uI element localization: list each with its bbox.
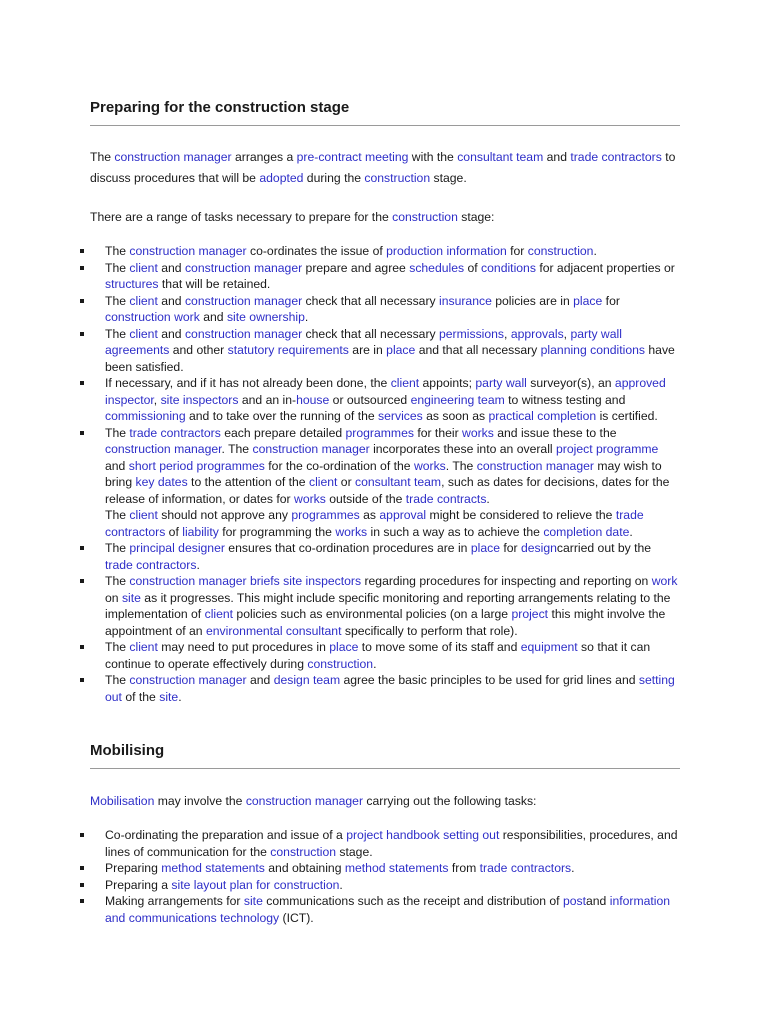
mobilisation-lead-paragraph xyxy=(90,791,680,812)
glossary-link[interactable]: site ownership xyxy=(226,310,305,324)
list-item xyxy=(80,326,680,376)
text-run: for programming the xyxy=(218,524,336,539)
glossary-link[interactable]: production information xyxy=(386,244,507,258)
text-run: Making arrangements for xyxy=(105,894,244,908)
glossary-link[interactable]: work xyxy=(651,574,678,588)
list-item xyxy=(80,375,680,425)
text-run: communications such as the receipt and distribution of xyxy=(262,894,563,908)
text-run: or outsourced xyxy=(329,392,411,407)
bullet-icon xyxy=(80,645,84,649)
text-run: and xyxy=(543,150,571,164)
glossary-link[interactable]: construction manager xyxy=(252,442,370,456)
bullet-icon xyxy=(80,332,84,336)
text-run: may involve the xyxy=(154,794,246,808)
text-run: so that it can continue to operate effectively during xyxy=(105,640,651,671)
text-run: . xyxy=(593,244,597,258)
list-item xyxy=(80,425,680,541)
text-run: to the attention of the xyxy=(187,475,309,489)
list-item xyxy=(80,827,680,860)
text-run: to witness testing and xyxy=(504,392,626,407)
glossary-link[interactable]: trade contracts xyxy=(405,491,487,506)
text-run: The xyxy=(105,293,130,308)
text-run: each prepare detailed xyxy=(220,425,346,440)
glossary-link[interactable]: works xyxy=(413,458,446,473)
glossary-link[interactable]: adopted xyxy=(259,170,304,185)
list-item xyxy=(80,893,680,926)
glossary-link[interactable]: client xyxy=(129,640,158,654)
text-run: or xyxy=(337,475,356,489)
section-divider xyxy=(90,125,680,126)
text-run: The xyxy=(105,244,130,258)
glossary-link[interactable]: design team xyxy=(273,673,341,687)
glossary-link[interactable]: construction xyxy=(270,844,337,859)
text-run: for adjacent properties or xyxy=(535,260,675,275)
glossary-link[interactable]: project handbook setting out xyxy=(346,828,500,842)
glossary-link[interactable]: construction manager briefs site inspectors xyxy=(129,574,362,588)
text-run: of xyxy=(165,524,183,539)
text-run: during the xyxy=(303,170,365,185)
bullet-icon xyxy=(80,579,84,583)
text-run: . The xyxy=(445,458,477,473)
glossary-link[interactable]: approval xyxy=(379,508,427,522)
text-run: . xyxy=(178,689,182,704)
glossary-link[interactable]: construction xyxy=(307,656,374,671)
glossary-link[interactable]: schedules xyxy=(409,260,465,275)
preparation-task-list xyxy=(80,243,680,705)
text-run: . xyxy=(196,557,200,572)
text-run: and xyxy=(105,458,129,473)
text-run: and to take over the running of the xyxy=(185,409,379,423)
bullet-icon xyxy=(80,546,84,550)
text-run: The xyxy=(105,574,130,588)
glossary-link[interactable]: client xyxy=(129,293,158,308)
glossary-link[interactable]: construction manager xyxy=(184,326,303,341)
text-run: policies are in xyxy=(491,293,574,308)
text-run: on xyxy=(105,590,122,605)
glossary-link[interactable]: house xyxy=(296,392,330,407)
glossary-link[interactable]: environmental consultant xyxy=(205,623,342,638)
glossary-link[interactable]: method statements xyxy=(344,861,449,875)
text-run: incorporates these into an overall xyxy=(369,442,556,456)
glossary-link[interactable]: client xyxy=(308,475,338,489)
glossary-link[interactable]: project xyxy=(511,607,549,621)
bullet-icon xyxy=(80,678,84,682)
glossary-link[interactable]: post xyxy=(562,894,586,908)
text-run: for xyxy=(500,541,521,555)
text-run: as xyxy=(359,508,380,522)
glossary-link[interactable]: commissioning xyxy=(105,409,186,423)
glossary-link[interactable]: place xyxy=(386,343,416,357)
glossary-link[interactable]: works xyxy=(335,524,368,539)
text-run: that will be retained. xyxy=(158,277,271,291)
glossary-link[interactable]: construction manager xyxy=(245,794,364,808)
text-run: to move some of its staff and xyxy=(358,640,521,654)
glossary-link[interactable]: trade contractors xyxy=(570,150,662,164)
list-item xyxy=(80,293,680,326)
list-item xyxy=(80,877,680,894)
section-divider xyxy=(90,768,680,769)
text-run: for the co-ordination of the xyxy=(264,458,414,473)
glossary-link[interactable]: equipment xyxy=(520,640,578,654)
glossary-link[interactable]: construction manager xyxy=(184,293,303,308)
list-item xyxy=(80,672,680,705)
bullet-icon xyxy=(80,866,84,870)
text-run: and that all necessary xyxy=(415,343,541,357)
glossary-link[interactable]: construction manager xyxy=(114,150,232,164)
text-run: stage. xyxy=(336,844,373,859)
text-run: , xyxy=(504,326,511,341)
glossary-link[interactable]: construction xyxy=(527,244,594,258)
text-run: as soon as xyxy=(422,409,489,423)
glossary-link[interactable]: Mobilisation xyxy=(90,794,155,808)
mobilisation-task-list xyxy=(80,827,680,926)
glossary-link[interactable]: site inspectors xyxy=(160,392,239,407)
text-run: stage: xyxy=(457,210,495,224)
glossary-link[interactable]: site xyxy=(243,894,263,908)
text-run: . The xyxy=(221,442,253,456)
text-run: as it progresses. This might include specific monitoring and reporting arrangements relating to the implementation of xyxy=(105,590,671,621)
glossary-link[interactable]: approvals xyxy=(510,326,564,341)
text-run: . xyxy=(304,310,309,324)
bullet-icon xyxy=(80,883,84,887)
glossary-link[interactable]: short period programmes xyxy=(128,458,265,473)
text-run: appoints; xyxy=(419,376,476,390)
tasks-lead-paragraph xyxy=(90,207,680,228)
glossary-link[interactable]: construction manager xyxy=(476,458,594,473)
bullet-icon xyxy=(80,266,84,270)
text-run: surveyor(s), an xyxy=(526,376,615,390)
text-run: carrying out the following tasks: xyxy=(363,794,537,808)
text-run: . xyxy=(373,656,377,671)
text-run: check that all necessary xyxy=(302,293,439,308)
glossary-link[interactable]: client xyxy=(129,508,158,522)
text-run: to discuss procedures that will be xyxy=(90,150,676,185)
list-item xyxy=(80,243,680,260)
bullet-icon xyxy=(80,381,84,385)
glossary-link[interactable]: construction manager xyxy=(105,442,222,456)
glossary-link[interactable]: setting out xyxy=(105,673,675,704)
text-run: may wish to bring xyxy=(105,458,662,489)
bullet-icon xyxy=(80,899,84,903)
text-run: Preparing xyxy=(105,861,162,875)
text-run: . xyxy=(629,524,633,539)
text-run: might be considered to relieve the xyxy=(426,508,616,522)
list-item xyxy=(80,639,680,672)
text-run: specifically to perform that role). xyxy=(341,623,518,638)
section-heading-mobilising: Mobilising xyxy=(90,742,165,759)
text-run: from xyxy=(448,861,480,875)
list-item xyxy=(80,573,680,639)
glossary-link[interactable]: permissions xyxy=(439,326,505,341)
glossary-link[interactable]: conditions xyxy=(481,260,536,275)
text-run: should not approve any xyxy=(157,508,292,522)
bullet-icon xyxy=(80,299,84,303)
glossary-link[interactable]: completion date xyxy=(543,524,630,539)
text-run: The xyxy=(90,150,115,164)
text-run: of the xyxy=(121,689,160,704)
text-run: If necessary, and if it has not already been done, the xyxy=(105,376,391,390)
text-run: and other xyxy=(169,343,228,357)
glossary-link[interactable]: trade contractors xyxy=(479,861,572,875)
text-run: regarding procedures for inspecting and reporting on xyxy=(361,574,652,588)
text-run: carried out by the xyxy=(556,541,652,555)
text-run: The xyxy=(105,425,130,440)
glossary-link[interactable]: construction xyxy=(364,170,431,185)
text-run: agree the basic principles to be used for grid lines and xyxy=(340,673,639,687)
glossary-link[interactable]: liability xyxy=(182,524,219,539)
glossary-link[interactable]: approved inspector xyxy=(105,376,666,407)
text-run: The xyxy=(105,673,130,687)
glossary-link[interactable]: party wall xyxy=(475,376,527,390)
text-run: and xyxy=(157,260,185,275)
text-run: (ICT). xyxy=(279,910,314,925)
text-run: this might involve the appointment of an xyxy=(105,607,666,638)
glossary-link[interactable]: construction manager xyxy=(184,260,303,275)
text-run: stage. xyxy=(430,170,467,185)
text-run: arranges a xyxy=(231,150,297,164)
list-item xyxy=(80,860,680,877)
text-run: prepare and agree xyxy=(302,260,410,275)
text-run: . xyxy=(339,877,343,892)
glossary-link[interactable]: client xyxy=(129,260,158,275)
glossary-link[interactable]: consultant team xyxy=(355,475,442,489)
text-run: responsibilities, procedures, and lines of communication for the xyxy=(105,828,678,859)
text-run: , xyxy=(563,326,571,341)
glossary-link[interactable]: information and communications technology xyxy=(105,894,671,925)
section-heading-preparing: Preparing for the construction stage xyxy=(90,99,350,116)
glossary-link[interactable]: construction work xyxy=(105,310,200,324)
intro-paragraph xyxy=(90,147,680,188)
glossary-link[interactable]: programmes xyxy=(291,508,360,522)
text-run: and xyxy=(199,310,227,324)
glossary-link[interactable]: place xyxy=(470,541,500,555)
glossary-link[interactable]: trade contractors xyxy=(105,508,644,539)
glossary-link[interactable]: site xyxy=(121,590,141,605)
text-run: for xyxy=(506,244,528,258)
text-run: and issue these to the xyxy=(493,425,617,440)
text-run: may need to put procedures in xyxy=(157,640,330,654)
glossary-link[interactable]: project programme xyxy=(556,442,659,456)
glossary-link[interactable]: construction manager xyxy=(129,244,247,258)
text-run: and xyxy=(157,326,185,341)
glossary-link[interactable]: site layout plan for construction xyxy=(171,877,340,892)
text-run: and xyxy=(157,293,185,308)
glossary-link[interactable]: client xyxy=(390,376,420,390)
glossary-link[interactable]: insurance xyxy=(439,293,492,308)
glossary-link[interactable]: pre-contract meeting xyxy=(296,150,409,164)
glossary-link[interactable]: place xyxy=(573,293,603,308)
text-run: and xyxy=(246,673,274,687)
text-run: . xyxy=(571,861,575,875)
text-run: for xyxy=(602,293,620,308)
glossary-link[interactable]: method statements xyxy=(161,861,265,875)
text-run: Co-ordinating the preparation and issue of a xyxy=(105,828,347,842)
glossary-link[interactable]: works xyxy=(462,425,494,440)
text-run: The xyxy=(105,541,130,555)
glossary-link[interactable]: place xyxy=(329,640,359,654)
glossary-link[interactable]: construction manager xyxy=(129,673,247,687)
text-run: , such as dates for decisions, dates for the release of information, or dates for xyxy=(105,475,670,506)
text-run: outside of the xyxy=(325,491,406,506)
text-run: , xyxy=(153,392,161,407)
glossary-link[interactable]: key dates xyxy=(135,475,188,489)
text-run: The xyxy=(105,508,130,522)
glossary-link[interactable]: works xyxy=(294,491,326,506)
text-run: The xyxy=(105,326,130,341)
text-run: and xyxy=(586,894,610,908)
text-run: policies such as environmental policies (on a large xyxy=(233,607,512,621)
text-run: The xyxy=(105,640,130,654)
bullet-icon xyxy=(80,249,84,253)
glossary-link[interactable]: client xyxy=(129,326,158,341)
glossary-link[interactable]: consultant team xyxy=(457,150,544,164)
text-run: There are a range of tasks necessary to prepare for the xyxy=(90,210,393,224)
glossary-link[interactable]: statutory requirements xyxy=(227,343,349,357)
text-run: in such a way as to achieve the xyxy=(367,524,544,539)
text-run: . xyxy=(486,491,490,506)
text-run: are in xyxy=(348,343,387,357)
glossary-link[interactable]: trade contractors xyxy=(129,425,221,440)
text-run: co-ordinates the issue of xyxy=(246,244,387,258)
text-run: Preparing a xyxy=(105,877,172,892)
glossary-link[interactable]: site xyxy=(159,689,179,704)
text-run: and an in- xyxy=(238,392,297,407)
text-run: have been satisfied. xyxy=(105,343,675,374)
text-run: of xyxy=(464,260,482,275)
glossary-link[interactable]: structures xyxy=(105,277,159,291)
text-run: The xyxy=(105,260,130,275)
glossary-link[interactable]: practical completion xyxy=(488,409,597,423)
glossary-link[interactable]: services xyxy=(378,409,423,423)
glossary-link[interactable]: planning conditions xyxy=(540,343,646,357)
list-item xyxy=(80,540,680,573)
text-run: check that all necessary xyxy=(302,326,439,341)
bullet-icon xyxy=(80,431,84,435)
glossary-link[interactable]: party wall agreements xyxy=(105,326,622,357)
glossary-link[interactable]: principal designer xyxy=(129,541,225,555)
glossary-link[interactable]: client xyxy=(204,607,234,621)
glossary-link[interactable]: engineering team xyxy=(410,392,505,407)
list-item xyxy=(80,260,680,293)
glossary-link[interactable]: trade contractors xyxy=(105,557,197,572)
text-run: with the xyxy=(408,150,458,164)
glossary-link[interactable]: programmes xyxy=(345,425,414,440)
bullet-icon xyxy=(80,833,84,837)
glossary-link[interactable]: design xyxy=(521,541,557,555)
text-run: ensures that co-ordination procedures are in xyxy=(224,541,471,555)
text-run: and obtaining xyxy=(264,861,345,875)
glossary-link[interactable]: construction xyxy=(392,210,458,224)
text-run: for their xyxy=(413,425,463,440)
text-run: is certified. xyxy=(596,409,658,423)
